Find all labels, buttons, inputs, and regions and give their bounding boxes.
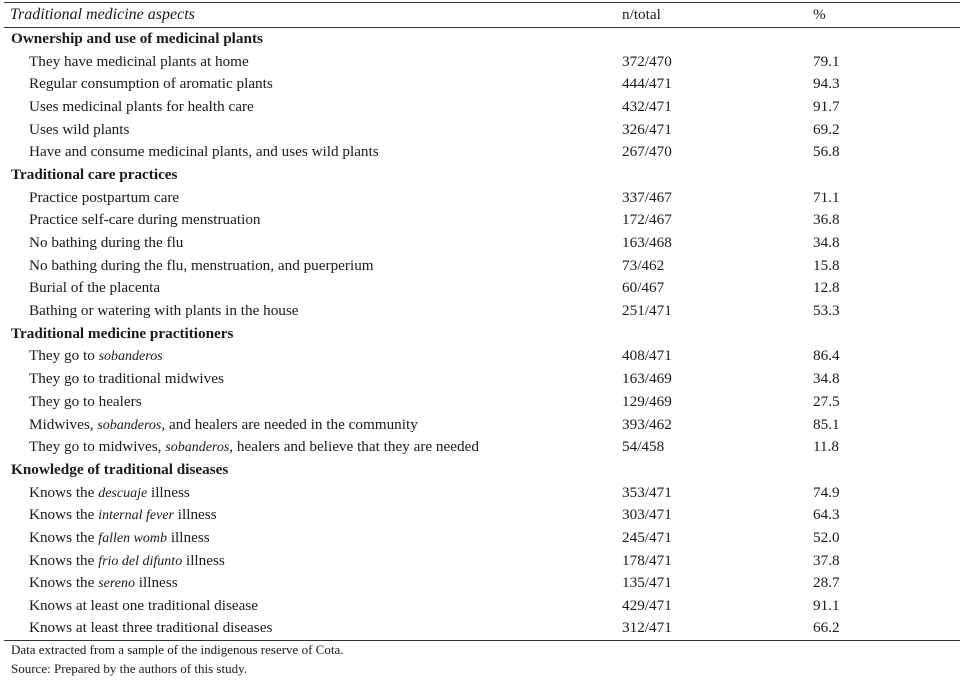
aspect-text: Knows the (29, 528, 99, 546)
aspect-text: Burial of the placenta (29, 279, 161, 297)
table-row (4, 96, 960, 119)
aspect-text: Knows the (29, 574, 99, 592)
aspect-cell (4, 96, 622, 119)
aspect-text: , and healers are needed in the community (161, 415, 418, 433)
aspect-text: illness (147, 483, 190, 501)
table-row (4, 254, 960, 277)
table-row (4, 368, 960, 391)
aspect-term-italic: descuaje (98, 485, 148, 501)
aspect-cell (4, 300, 622, 323)
aspect-text: No bathing during the flu, menstruation, and puerperium (29, 256, 374, 274)
aspect-text: They go to healers (29, 392, 142, 410)
aspect-text: Knows at least three traditional diseases (29, 619, 273, 637)
percent-cell: 36.8 (813, 211, 840, 229)
aspect-cell (4, 186, 622, 209)
table-row (4, 391, 960, 414)
table-row (4, 549, 960, 572)
aspect-cell (4, 232, 622, 255)
percent-cell: 28.7 (813, 574, 840, 592)
note-prepared-by: Source: Prepared by the authors of this study. (11, 661, 247, 676)
aspect-text: Knows the (29, 506, 99, 524)
aspect-text: No bathing during the flu (29, 234, 184, 252)
table-row (4, 209, 960, 232)
n-total-cell: 432/471 (622, 97, 672, 115)
section-title: Knowledge of traditional diseases (11, 460, 229, 478)
header-n-total: n/total (622, 3, 813, 28)
header-aspects: Traditional medicine aspects (4, 3, 622, 28)
table-row (4, 572, 960, 595)
n-total-cell: 178/471 (622, 551, 672, 569)
percent-cell: 94.3 (813, 75, 840, 93)
percent-cell: 56.8 (813, 143, 840, 161)
aspect-text: illness (182, 551, 225, 569)
aspect-term-italic: sereno (98, 576, 135, 592)
aspect-cell (4, 345, 622, 368)
n-total-cell: 163/468 (622, 234, 672, 252)
aspect-text: They go to midwives, (29, 438, 166, 456)
section-row (4, 459, 960, 482)
n-total-cell: 326/471 (622, 120, 672, 138)
n-total-cell: 129/469 (622, 392, 672, 410)
aspect-term-italic: fallen womb (98, 530, 168, 546)
table-row (4, 277, 960, 300)
percent-cell: 66.2 (813, 617, 960, 640)
n-total-cell: 444/471 (622, 75, 672, 93)
aspect-text: illness (167, 528, 210, 546)
percent-cell: 79.1 (813, 52, 840, 70)
n-total-cell: 163/469 (622, 370, 672, 388)
aspect-term-italic: sobanderos (97, 417, 162, 433)
percent-cell: 64.3 (813, 506, 840, 524)
percent-cell: 52.0 (813, 528, 840, 546)
section-title: Traditional care practices (11, 165, 178, 183)
aspect-cell (4, 73, 622, 96)
n-total-cell: 172/467 (622, 211, 672, 229)
n-total-cell: 251/471 (622, 302, 672, 320)
aspect-text: Uses wild plants (29, 120, 130, 138)
table-row (4, 595, 960, 618)
n-total-cell: 267/470 (622, 143, 672, 161)
section-title: Ownership and use of medicinal plants (11, 30, 263, 48)
aspect-cell (4, 572, 622, 595)
percent-cell: 12.8 (813, 279, 840, 297)
traditional-medicine-table (4, 2, 960, 641)
n-total-cell: 337/467 (622, 188, 672, 206)
aspect-text: Uses medicinal plants for health care (29, 97, 254, 115)
percent-cell: 34.8 (813, 234, 840, 252)
n-total-cell: 312/471 (622, 617, 813, 640)
aspect-cell (4, 391, 622, 414)
table-row (4, 436, 960, 459)
table-row (4, 50, 960, 73)
n-total-cell: 60/467 (622, 279, 665, 297)
section-row (4, 28, 960, 51)
percent-cell: 91.1 (813, 597, 840, 615)
table-header-row (4, 3, 960, 28)
percent-cell: 11.8 (813, 438, 840, 456)
percent-cell: 15.8 (813, 256, 840, 274)
aspect-cell (4, 436, 622, 459)
aspect-cell (4, 254, 622, 277)
percent-cell: 27.5 (813, 392, 840, 410)
n-total-cell: 429/471 (622, 597, 672, 615)
aspect-cell (4, 118, 622, 141)
aspect-cell (4, 617, 622, 640)
table-row (4, 413, 960, 436)
table-row (4, 481, 960, 504)
aspect-text: Bathing or watering with plants in the house (29, 302, 299, 320)
section-row (4, 164, 960, 187)
n-total-cell: 245/471 (622, 528, 672, 546)
aspect-text: Practice postpartum care (29, 188, 180, 206)
table-row (4, 300, 960, 323)
aspect-term-italic: internal fever (98, 508, 174, 524)
percent-cell: 71.1 (813, 188, 840, 206)
aspect-cell (4, 595, 622, 618)
aspect-text: Midwives, (29, 415, 98, 433)
percent-cell: 53.3 (813, 302, 840, 320)
table-row (4, 232, 960, 255)
percent-cell: 37.8 (813, 551, 840, 569)
n-total-cell: 393/462 (622, 415, 672, 433)
aspect-cell (4, 413, 622, 436)
aspect-text: Practice self-care during menstruation (29, 211, 261, 229)
aspect-cell (4, 549, 622, 572)
aspect-text: Knows at least one traditional disease (29, 597, 259, 615)
aspect-cell (4, 277, 622, 300)
table-row (4, 527, 960, 550)
section-title: Traditional medicine practitioners (11, 324, 234, 342)
aspect-cell (4, 504, 622, 527)
table-row (4, 186, 960, 209)
n-total-cell: 353/471 (622, 483, 672, 501)
aspect-term-italic: sobanderos (98, 349, 163, 365)
aspect-text: illness (174, 506, 217, 524)
table-row (4, 345, 960, 368)
aspect-text: They go to traditional midwives (29, 370, 224, 388)
n-total-cell: 303/471 (622, 506, 672, 524)
aspect-term-italic: sobanderos (165, 440, 230, 456)
table-body (4, 28, 960, 641)
aspect-cell (4, 209, 622, 232)
aspect-text: They go to (29, 347, 99, 365)
aspect-cell (4, 368, 622, 391)
aspect-text: They have medicinal plants at home (29, 52, 249, 70)
percent-cell: 85.1 (813, 415, 840, 433)
aspect-text: , healers and believe that they are needed (229, 438, 479, 456)
n-total-cell: 135/471 (622, 574, 672, 592)
n-total-cell: 408/471 (622, 347, 672, 365)
percent-cell: 91.7 (813, 97, 840, 115)
header-percent: % (813, 3, 960, 28)
aspect-cell (4, 50, 622, 73)
n-total-cell: 73/462 (622, 256, 665, 274)
aspect-text: Regular consumption of aromatic plants (29, 75, 273, 93)
table-row (4, 141, 960, 164)
aspect-term-italic: frio del difunto (98, 553, 183, 569)
aspect-text: Have and consume medicinal plants, and uses wild plants (29, 143, 379, 161)
percent-cell: 86.4 (813, 347, 840, 365)
table-row (4, 73, 960, 96)
aspect-cell (4, 481, 622, 504)
aspect-text: illness (135, 574, 178, 592)
table-notes (11, 640, 343, 678)
n-total-cell: 54/458 (622, 438, 665, 456)
aspect-cell (4, 527, 622, 550)
percent-cell: 74.9 (813, 483, 840, 501)
table-row (4, 504, 960, 527)
n-total-cell: 372/470 (622, 52, 672, 70)
percent-cell: 69.2 (813, 120, 840, 138)
note-data-source: Data extracted from a sample of the indigenous reserve of Cota. (11, 642, 344, 657)
table-row (4, 617, 960, 640)
aspect-text: Knows the (29, 551, 99, 569)
table-row (4, 118, 960, 141)
percent-cell: 34.8 (813, 370, 840, 388)
aspect-cell (4, 141, 622, 164)
section-row (4, 322, 960, 345)
aspect-text: Knows the (29, 483, 99, 501)
